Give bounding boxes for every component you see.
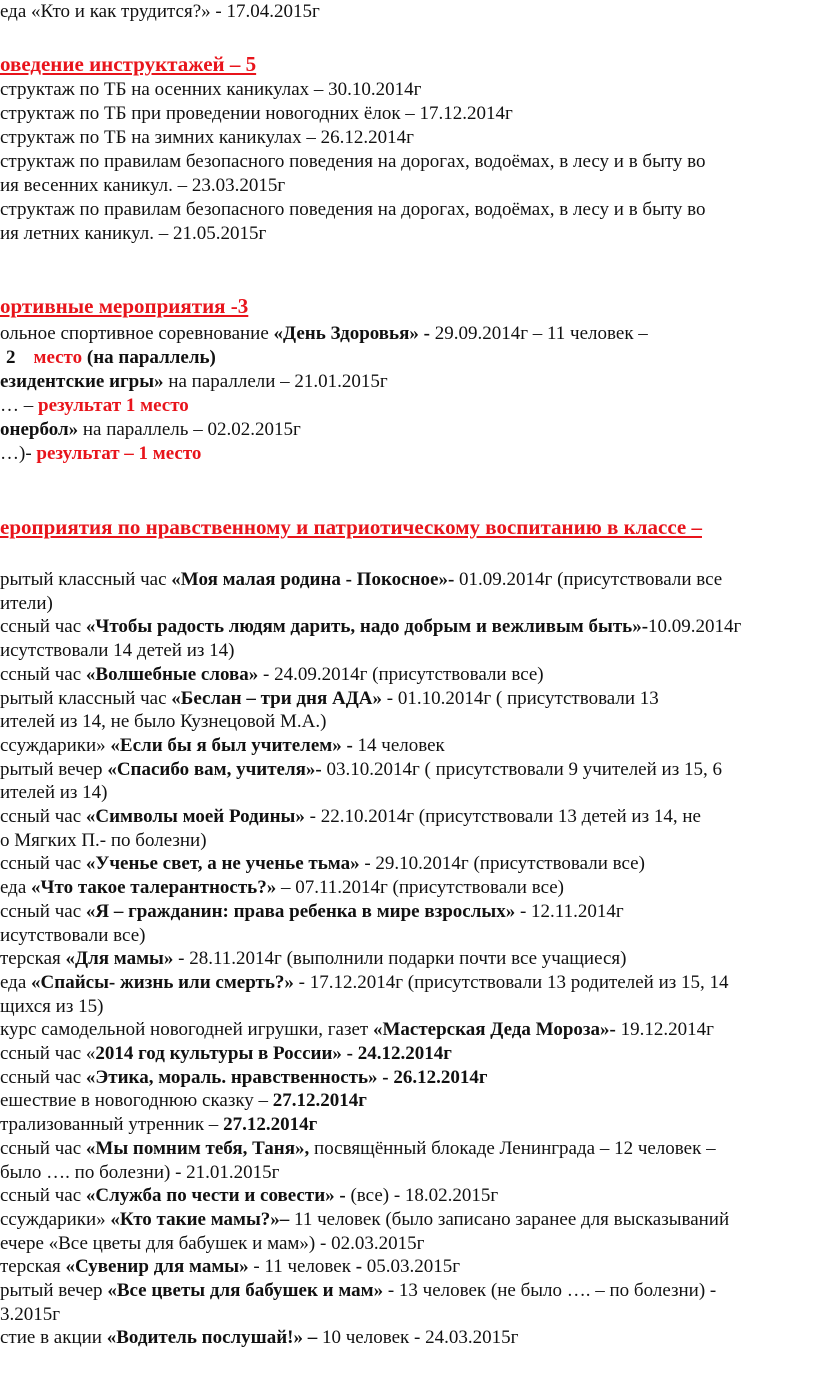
list-item — [0, 781, 108, 805]
list-item — [0, 971, 729, 995]
list-item — [0, 687, 659, 711]
list-item: структаж по правилам безопасного поведения на дорогах, водоёмах, в лесу и в быту во — [0, 199, 706, 220]
event-title: «Символы моей Родины» — [85, 806, 305, 827]
text: ссный час — [0, 1185, 86, 1207]
event-title: «Что такое талерантность?» — [31, 877, 277, 899]
text: - 13 человек (не было …. – по болезни) - — [383, 1280, 717, 1301]
list-item — [0, 1255, 460, 1279]
list-item — [0, 995, 103, 1019]
list-item: структаж по ТБ при проведении новогодних ёлок – 17.12.2014г — [0, 103, 513, 124]
list-item — [0, 394, 189, 418]
text: 14 человек — [352, 734, 445, 756]
text: на параллель – 02.02.2015г — [78, 419, 301, 440]
event-title: «Все цветы для бабушек и мам» — [107, 1280, 384, 1301]
event-title: 27.12.2014г — [223, 1114, 318, 1136]
list-item — [0, 734, 445, 758]
text: рытый классный час — [0, 687, 172, 709]
list-item — [0, 876, 564, 900]
result-label: результат 1 место — [38, 395, 189, 416]
list-item — [0, 947, 627, 971]
text: на параллели – 21.01.2015г — [163, 371, 388, 392]
list-item — [0, 1208, 729, 1232]
text: ители) — [0, 592, 53, 614]
text: еда — [0, 971, 32, 993]
list-item — [0, 900, 624, 924]
text: 01.09.2014г (присутствовали все — [454, 569, 723, 590]
text: было …. по болезни) - 21.01.2015г — [0, 1161, 280, 1183]
event-title: «Я – гражданин: права ребенка в мире взрослых» — [85, 900, 516, 922]
list-item — [0, 1066, 487, 1090]
list-item — [0, 1018, 714, 1042]
event-title: «Моя малая родина - Покосное»- — [171, 569, 455, 590]
event-title: «Чтобы радость людям дарить, надо добрым и вежливым быть»- — [85, 616, 649, 638]
list-item — [0, 568, 722, 592]
section-heading-moral-education: ероприятия по нравственному и патриотическому воспитанию в классе – — [0, 515, 702, 539]
text: - 17.12.2014г (присутствовали 13 родителей из 15, 14 — [293, 971, 729, 993]
text: - 29.10.2014г (присутствовали все) — [359, 853, 645, 875]
event-title: «Спасибо вам, учителя»- — [107, 758, 322, 780]
text: 10 человек - 24.03.2015г — [317, 1327, 519, 1349]
list-item — [0, 710, 326, 734]
event-title: «День Здоровья» - — [273, 323, 435, 344]
list-item — [0, 1161, 279, 1185]
text: терская — [0, 948, 66, 970]
event-title: «Кто такие мамы?»– — [110, 1208, 290, 1230]
text: …)- — [0, 443, 37, 464]
text: ольное спортивное соревнование — [0, 323, 274, 344]
event-title: «Сувенир для мамы» — [65, 1256, 249, 1278]
list-item — [0, 1089, 367, 1113]
text: рытый классный час — [0, 569, 172, 590]
list-item — [0, 805, 701, 829]
place-number: 2 — [6, 347, 16, 368]
text: - 22.10.2014г (присутствовали 13 детей из 14, не — [304, 806, 701, 827]
text: - 28.11.2014г (выполнили подарки почти все учащиеся) — [173, 948, 627, 970]
intro-line: еда «Кто и как трудится?» - 17.04.2015г — [0, 1, 320, 22]
text: щихся из 15) — [0, 995, 104, 1017]
text: исутствовали 14 детей из 14) — [0, 640, 235, 662]
text: - 11 человек — [248, 1256, 356, 1278]
text: - 24.09.2014г (присутствовали все) — [258, 663, 544, 685]
text: 03.10.2014г ( присутствовали 9 учителей из 15, 6 — [321, 758, 722, 780]
result-label: результат – 1 место — [36, 443, 202, 464]
list-item — [0, 852, 645, 876]
text: - 12.11.2014г — [515, 900, 624, 922]
list-item — [0, 370, 388, 394]
list-item — [0, 1326, 518, 1350]
event-title: «Служба по чести и совести» - — [85, 1185, 346, 1207]
list-item — [0, 1113, 317, 1137]
event-title: «Этика, мораль. нравственность» - 26.12.2014г — [85, 1066, 488, 1088]
list-item — [0, 1303, 60, 1327]
text: – 07.11.2014г (присутствовали все) — [276, 877, 565, 899]
place-label: место — [33, 347, 83, 368]
text: ссный час — [0, 1066, 86, 1088]
section-heading-instructions: оведение инструктажей – 5 — [0, 52, 257, 76]
event-title: «Беслан – три дня АДА» — [171, 687, 382, 709]
list-item: структаж по ТБ на осенних каникулах – 30.10.2014г — [0, 79, 422, 100]
list-item: ия весенних каникул. – 23.03.2015г — [0, 175, 286, 196]
list-item — [0, 1279, 716, 1303]
event-title: «Ученье свет, а не ученье тьма» — [85, 853, 360, 875]
text: трализованный утренник – — [0, 1114, 224, 1136]
event-title: «Для мамы» — [65, 948, 174, 970]
list-item — [0, 1137, 716, 1161]
text: ссный час — [0, 806, 86, 827]
text: 3.2015г — [0, 1303, 61, 1325]
text: ссуждарики» — [0, 1208, 111, 1230]
list-item — [0, 829, 207, 853]
event-title: «Водитель послушай!» – — [106, 1327, 318, 1349]
event-title: «Мастерская Деда Мороза»- — [372, 1019, 616, 1041]
list-item: структаж по правилам безопасного поведения на дорогах, водоёмах, в лесу и в быту во — [0, 151, 706, 172]
text: ссный час — [0, 900, 86, 922]
event-title: «Мы помним тебя, Таня», — [85, 1137, 310, 1159]
event-title: онербол» — [0, 419, 79, 440]
text: (все) - 18.02.2015г — [345, 1185, 499, 1207]
event-title: «Волшебные слова» — [85, 663, 259, 685]
list-item — [0, 592, 53, 616]
text: ителей из 14) — [0, 782, 108, 804]
place-note: (на параллель) — [86, 347, 216, 368]
text: 05.03.2015г — [362, 1256, 461, 1278]
text: 29.09.2014г – 11 человек – — [434, 323, 648, 344]
text: терская — [0, 1256, 66, 1278]
event-title: езидентские игры» — [0, 371, 164, 392]
text: ечере «Все цветы для бабушек и мам») - 02.03.2015г — [0, 1232, 425, 1254]
text: о Мягких П.- по болезни) — [0, 829, 207, 851]
text: курс самодельной новогодней игрушки, газет — [0, 1019, 373, 1041]
section-heading-sports: ортивные мероприятия -3 — [0, 294, 249, 318]
text: ссный час — [0, 853, 86, 875]
list-item — [0, 1184, 498, 1208]
text: ссный час — [0, 616, 86, 638]
list-item — [0, 1042, 452, 1066]
text: еда — [0, 877, 32, 899]
text: 10.09.2014г — [648, 616, 742, 638]
list-item — [0, 346, 216, 370]
text: исутствовали все) — [0, 924, 146, 946]
text: стие в акции — [0, 1327, 107, 1349]
list-item: структаж по ТБ на зимних каникулах – 26.12.2014г — [0, 127, 414, 148]
text: ешествие в новогоднюю сказку – — [0, 1090, 273, 1112]
text: рытый вечер — [0, 1280, 108, 1301]
list-item — [0, 924, 145, 948]
list-item — [0, 639, 234, 663]
list-item — [0, 758, 722, 782]
text: рытый вечер — [0, 758, 108, 780]
event-title: 27.12.2014г — [272, 1090, 367, 1112]
text: ссный час — [0, 1137, 86, 1159]
event-title: «Если бы я был учителем» - — [110, 734, 353, 756]
event-title: «Спайсы- жизнь или смерть?» — [31, 971, 294, 993]
event-title: 2014 год культуры в России» - 24.12.2014г — [95, 1043, 452, 1064]
text: … – — [0, 395, 38, 416]
list-item — [0, 663, 544, 687]
text: 19.12.2014г — [615, 1019, 714, 1041]
list-item — [0, 615, 741, 639]
event-title: - — [355, 1256, 363, 1278]
text: ссный час — [0, 663, 86, 685]
text: ссный час « — [0, 1043, 96, 1064]
text: ителей из 14, не было Кузнецовой М.А.) — [0, 711, 327, 733]
text: 11 человек (было записано заранее для высказываний — [289, 1208, 730, 1230]
list-item: ия летних каникул. – 21.05.2015г — [0, 223, 267, 244]
list-item — [0, 418, 301, 442]
list-item — [0, 1232, 424, 1256]
list-item — [0, 442, 201, 466]
list-item — [0, 322, 648, 346]
text: - 01.10.2014г ( присутствовали 13 — [382, 687, 659, 709]
text: ссуждарики» — [0, 734, 111, 756]
text: посвящённый блокаде Ленинграда – 12 человек – — [309, 1137, 716, 1159]
